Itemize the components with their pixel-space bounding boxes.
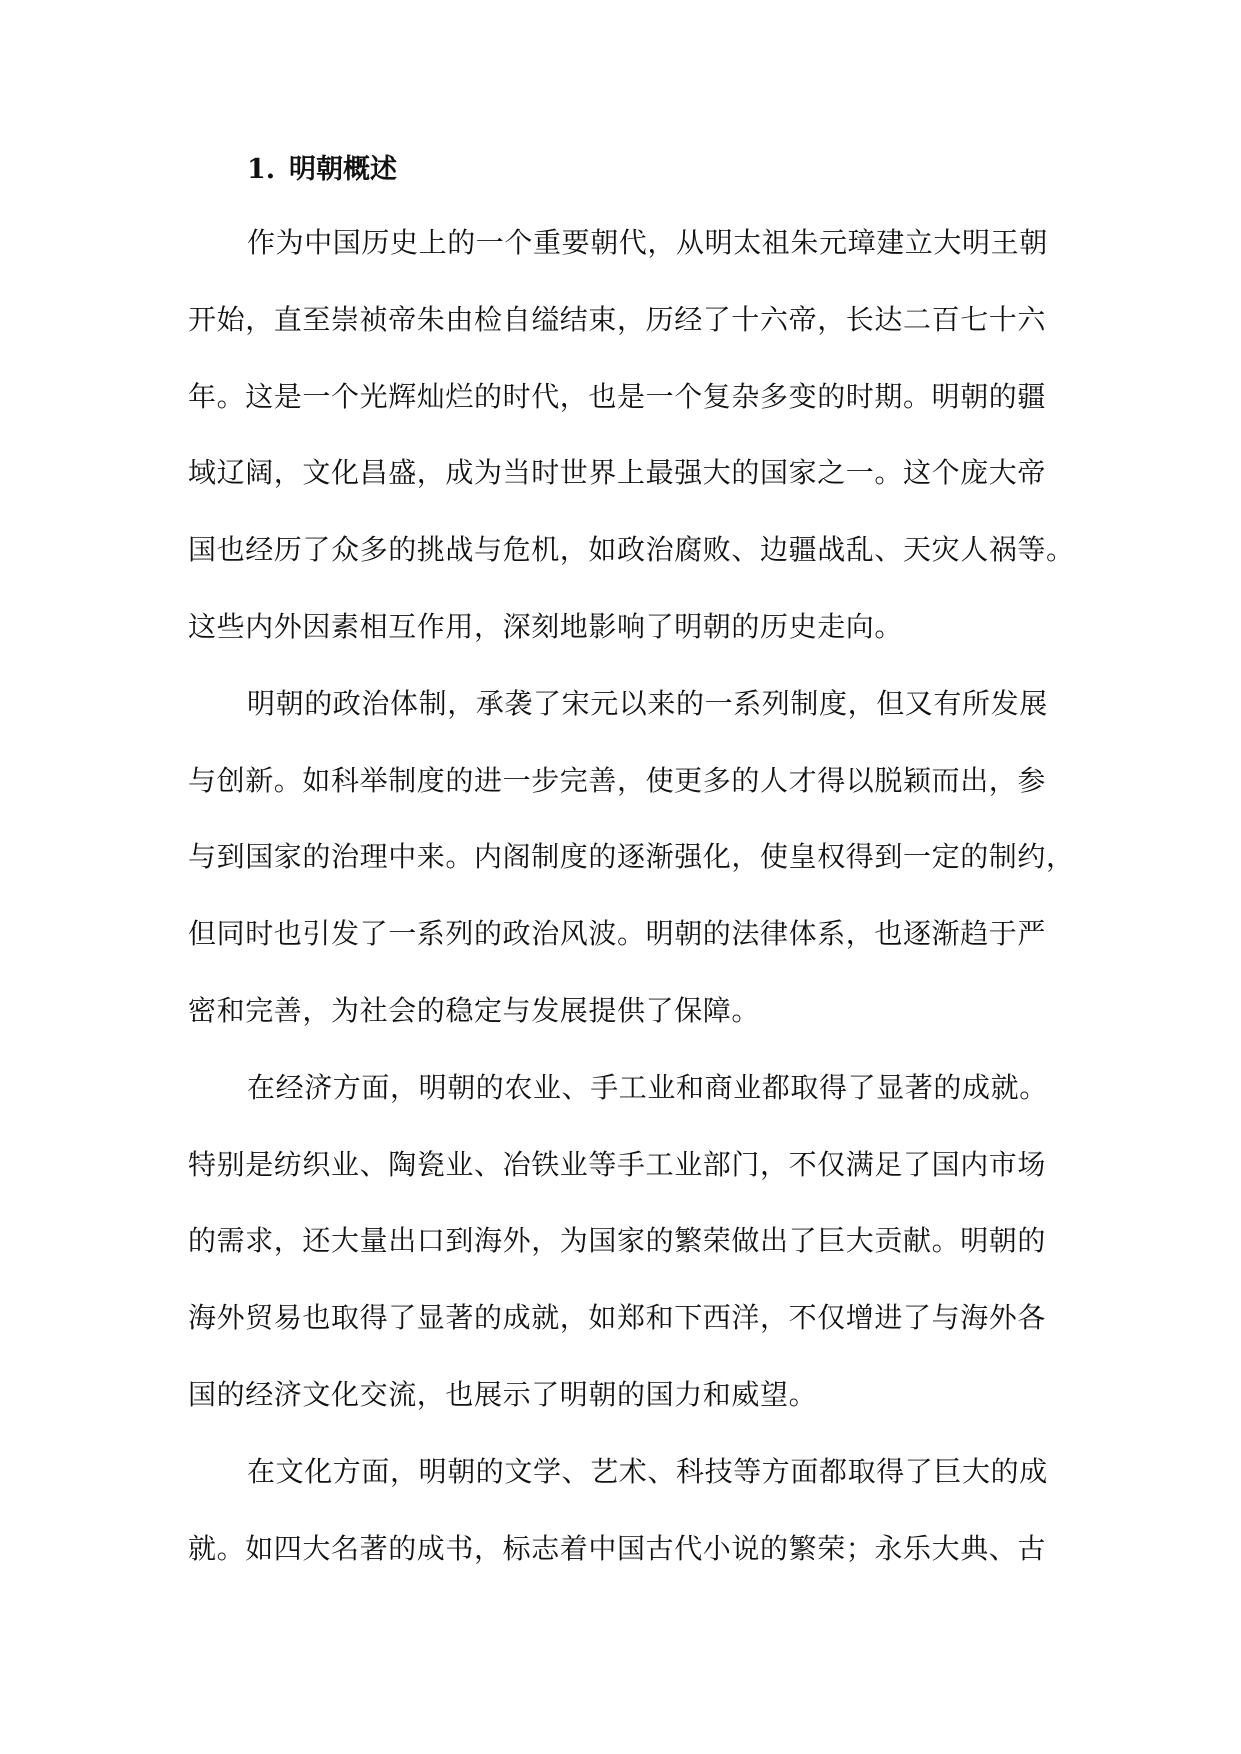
- text-line: 与创新。如科举制度的进一步完善，使更多的人才得以脱颖而出，参: [188, 764, 1047, 797]
- text-line: 海外贸易也取得了显著的成就，如郑和下西洋，不仅增进了与海外各: [188, 1301, 1047, 1334]
- section-title: 明朝概述: [289, 154, 397, 185]
- text-line: 就。如四大名著的成书，标志着中国古代小说的繁荣；永乐大典、古: [188, 1532, 1047, 1565]
- text-line: 与到国家的治理中来。内阁制度的逐渐强化，使皇权得到一定的制约，: [188, 840, 1075, 873]
- paragraph-first-line: 在经济方面，明朝的农业、手工业和商业都取得了显著的成就。: [247, 1071, 1048, 1104]
- text-line: 年。这是一个光辉灿烂的时代，也是一个复杂多变的时期。明朝的疆: [188, 380, 1047, 413]
- text-line: 这些内外因素相互作用，深刻地影响了明朝的历史走向。: [188, 610, 904, 643]
- text-line: 国的经济文化交流，也展示了明朝的国力和威望。: [188, 1378, 818, 1411]
- text-line: 密和完善，为社会的稳定与发展提供了保障。: [188, 994, 761, 1027]
- section-number: 1.: [247, 154, 276, 185]
- text-line: 但同时也引发了一系列的政治风波。明朝的法律体系，也逐渐趋于严: [188, 917, 1047, 950]
- paragraph-first-line: 作为中国历史上的一个重要朝代，从明太祖朱元璋建立大明王朝: [247, 226, 1048, 259]
- paragraph-first-line: 明朝的政治体制，承袭了宋元以来的一系列制度，但又有所发展: [247, 687, 1048, 720]
- section-heading: [247, 150, 397, 190]
- text-line: 开始，直至崇祯帝朱由检自缢结束，历经了十六帝，长达二百七十六: [188, 303, 1047, 336]
- text-line: 特别是纺织业、陶瓷业、冶铁业等手工业部门，不仅满足了国内市场: [188, 1148, 1047, 1181]
- paragraph-first-line: 在文化方面，明朝的文学、艺术、科技等方面都取得了巨大的成: [247, 1455, 1048, 1488]
- text-line: 国也经历了众多的挑战与危机，如政治腐败、边疆战乱、天灾人祸等。: [188, 533, 1075, 566]
- text-line: 域辽阔，文化昌盛，成为当时世界上最强大的国家之一。这个庞大帝: [188, 456, 1047, 489]
- text-line: 的需求，还大量出口到海外，为国家的繁荣做出了巨大贡献。明朝的: [188, 1224, 1047, 1257]
